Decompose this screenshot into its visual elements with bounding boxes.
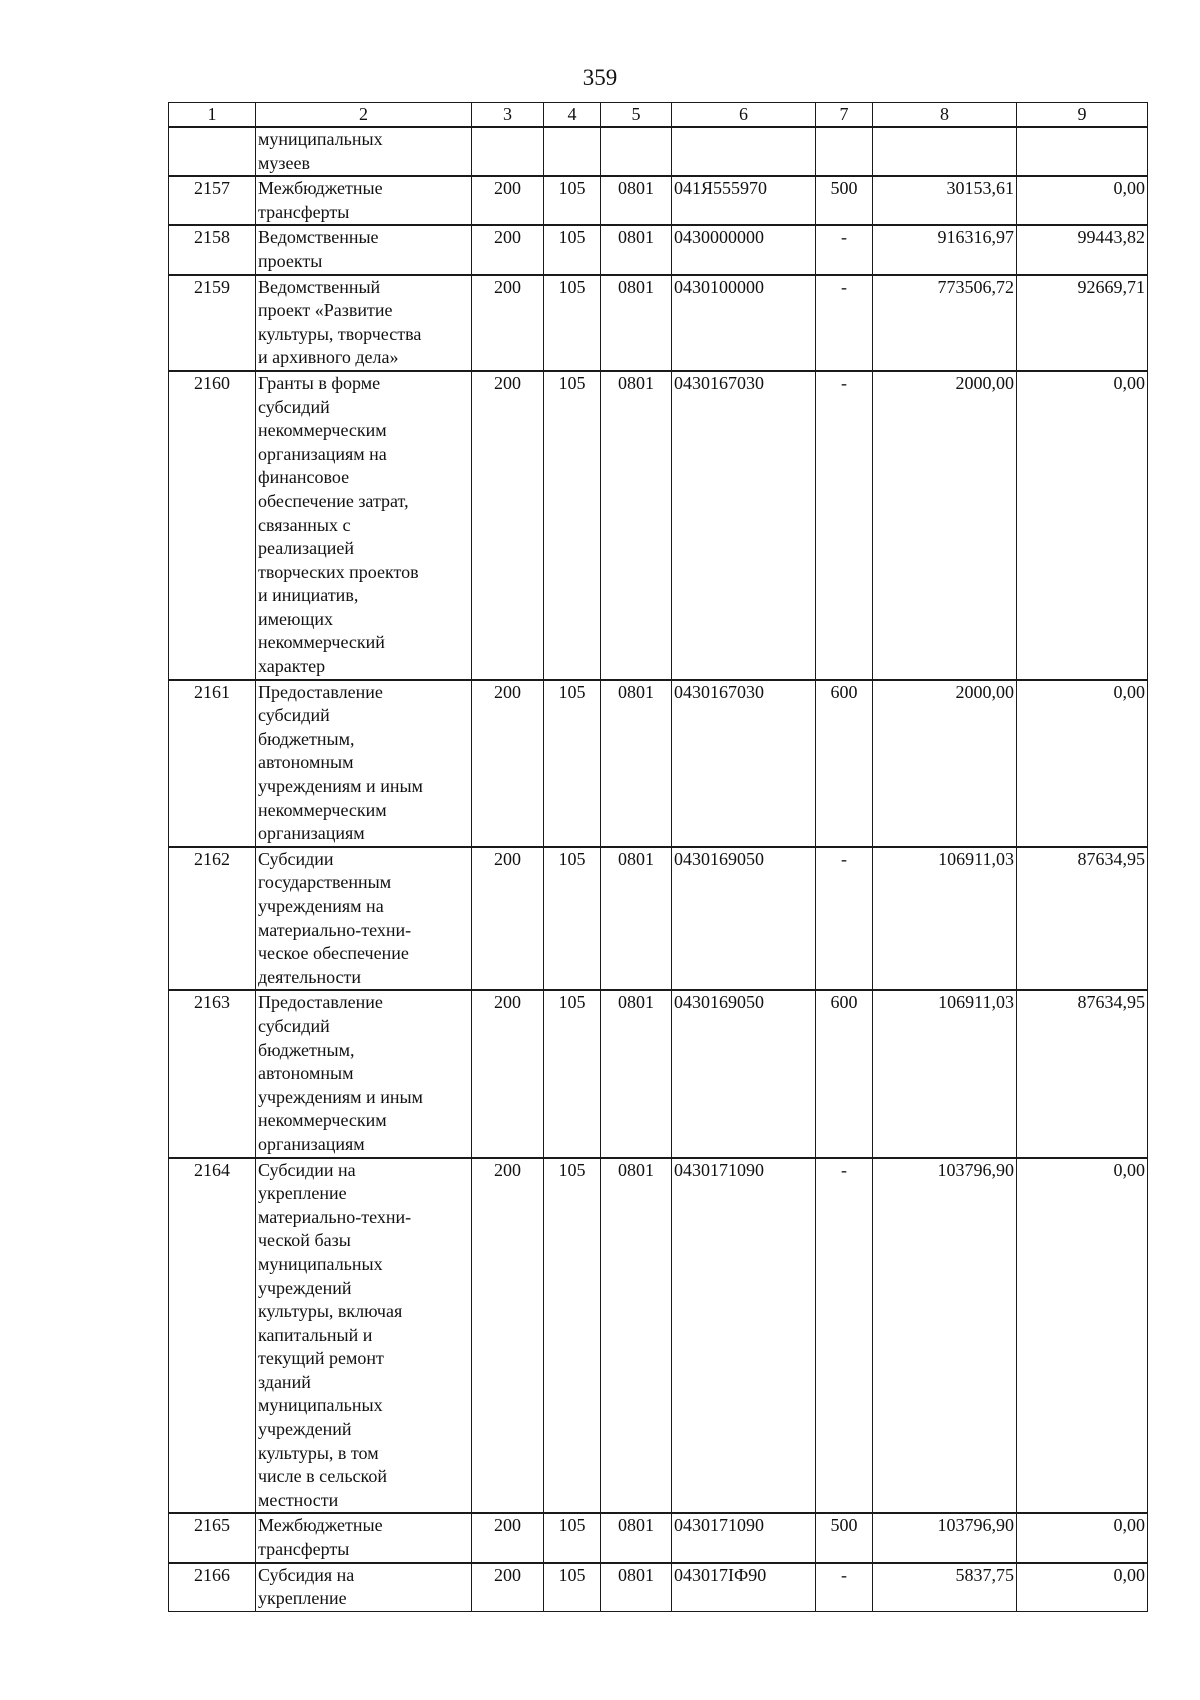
cell-col-5: 0801 (601, 847, 672, 991)
cell-col-9: 87634,95 (1017, 847, 1148, 991)
header-col-9: 9 (1017, 103, 1148, 128)
cell-col-8: 5837,75 (873, 1563, 1017, 1612)
cell-col-9: 87634,95 (1017, 990, 1148, 1157)
cell-col-4: 105 (544, 680, 601, 847)
cell-col-5: 0801 (601, 176, 672, 225)
cell-col-8: 773506,72 (873, 275, 1017, 371)
header-col-2: 2 (256, 103, 472, 128)
row-number-cell: 2159 (169, 275, 256, 371)
row-name-line: учреждениям на (258, 896, 384, 916)
row-number-cell: 2162 (169, 847, 256, 991)
table-row (169, 176, 1148, 225)
cell-col-4: 105 (544, 371, 601, 680)
row-name-line: культуры, творчества (258, 323, 422, 344)
table-row (169, 371, 1148, 680)
cell-col-7: 600 (816, 680, 873, 847)
row-number-cell: 2160 (169, 371, 256, 680)
table-row (169, 1513, 1148, 1562)
row-name-line: связанных с (258, 514, 351, 535)
header-col-6: 6 (672, 103, 816, 128)
row-name-line: характер (258, 656, 326, 677)
table-row (169, 1158, 1148, 1514)
cell-col-4 (544, 127, 601, 176)
row-name-line: автономным (258, 1063, 354, 1084)
row-number-cell (169, 127, 256, 176)
cell-col-7: 500 (816, 176, 873, 225)
row-name-line: некоммерческим (258, 1110, 387, 1131)
cell-col-7: - (816, 225, 873, 274)
row-name-line: культуры, включая (258, 1301, 403, 1322)
row-name-line: учреждений (258, 1419, 352, 1440)
row-name-cell (256, 371, 472, 680)
row-name-line: проекты (258, 250, 323, 271)
row-name-line: укрепление (258, 1183, 347, 1204)
cell-col-7: - (816, 1563, 873, 1612)
row-name-line: зданий (258, 1371, 311, 1392)
row-name-line: текущий ремонт (258, 1348, 384, 1369)
row-name-line: бюджетным, (258, 1039, 355, 1060)
row-name-line: субсидий (258, 705, 330, 726)
cell-col-8: 2000,00 (873, 680, 1017, 847)
cell-col-8: 2000,00 (873, 371, 1017, 680)
row-name-line: субсидий (258, 396, 330, 417)
table-body (169, 127, 1148, 1611)
row-name-line: материально-техни- (258, 919, 412, 940)
page-number: 359 (582, 65, 618, 90)
cell-col-3: 200 (472, 225, 544, 274)
row-number-cell: 2158 (169, 225, 256, 274)
cell-col-4: 105 (544, 1513, 601, 1562)
cell-col-4: 105 (544, 225, 601, 274)
header-col-1: 1 (169, 103, 256, 128)
row-name-line: культуры, в том (258, 1442, 379, 1463)
cell-col-6: 0430167030 (672, 371, 816, 680)
cell-col-9 (1017, 127, 1148, 176)
cell-col-5: 0801 (601, 680, 672, 847)
row-name-line: Субсидии (258, 848, 334, 869)
table-row (169, 1563, 1148, 1612)
row-name-cell (256, 275, 472, 371)
cell-col-3: 200 (472, 990, 544, 1157)
cell-col-7: - (816, 1158, 873, 1514)
row-number-cell: 2166 (169, 1563, 256, 1612)
row-name-line: Ведомственные (258, 227, 379, 248)
row-name-line: ческое обеспечение (258, 943, 409, 964)
header-col-7: 7 (816, 103, 873, 128)
cell-col-9: 0,00 (1017, 176, 1148, 225)
cell-col-3 (472, 127, 544, 176)
row-name-line: Межбюджетные (258, 1515, 383, 1536)
header-col-3: 3 (472, 103, 544, 128)
cell-col-7: 600 (816, 990, 873, 1157)
row-name-line: обеспечение затрат, (258, 490, 409, 511)
row-number-cell: 2163 (169, 990, 256, 1157)
row-name-line: бюджетным, (258, 728, 355, 749)
cell-col-5: 0801 (601, 990, 672, 1157)
cell-col-5: 0801 (601, 275, 672, 371)
row-name-line: Субсидия на (258, 1564, 355, 1585)
row-name-line: государственным (258, 872, 392, 893)
cell-col-8: 103796,90 (873, 1513, 1017, 1562)
row-name-line: творческих проектов (258, 561, 419, 582)
cell-col-8 (873, 127, 1017, 176)
cell-col-5: 0801 (601, 1513, 672, 1562)
cell-col-9: 0,00 (1017, 371, 1148, 680)
row-name-line: трансферты (258, 1539, 350, 1560)
cell-col-6: 0430100000 (672, 275, 816, 371)
cell-col-7: - (816, 847, 873, 991)
row-name-cell (256, 1158, 472, 1514)
row-name-line: Межбюджетные (258, 178, 383, 199)
row-name-line: некоммерческим (258, 420, 387, 441)
cell-col-6: 043017IФ90 (672, 1563, 816, 1612)
row-number-cell: 2157 (169, 176, 256, 225)
cell-col-3: 200 (472, 1158, 544, 1514)
cell-col-8: 916316,97 (873, 225, 1017, 274)
row-name-line: учреждений (258, 1277, 352, 1298)
cell-col-4: 105 (544, 275, 601, 371)
row-name-line: организациям на (258, 443, 387, 464)
cell-col-9: 0,00 (1017, 1513, 1148, 1562)
row-name-line: учреждениям и иным (258, 1086, 423, 1107)
header-col-4: 4 (544, 103, 601, 128)
cell-col-8: 106911,03 (873, 847, 1017, 991)
row-name-line: материально-техни- (258, 1206, 412, 1227)
cell-col-5: 0801 (601, 225, 672, 274)
row-name-line: муниципальных (258, 1253, 383, 1274)
cell-col-7: - (816, 275, 873, 371)
row-name-cell (256, 1563, 472, 1612)
cell-col-6: 0430171090 (672, 1513, 816, 1562)
row-name-line: числе в сельской (258, 1466, 387, 1487)
row-name-line: субсидий (258, 1015, 330, 1036)
header-row (169, 103, 1148, 128)
cell-col-4: 105 (544, 176, 601, 225)
cell-col-4: 105 (544, 1158, 601, 1514)
row-name-line: Гранты в форме (258, 372, 381, 393)
row-name-line: муниципальных (258, 1395, 383, 1416)
row-number-cell: 2165 (169, 1513, 256, 1562)
row-name-line: автономным (258, 752, 354, 773)
row-name-line: и архивного дела» (258, 347, 399, 368)
cell-col-3: 200 (472, 1563, 544, 1612)
row-name-line: учреждениям и иным (258, 776, 423, 797)
row-name-line: Субсидии на (258, 1159, 356, 1180)
row-name-line: и инициатив, (258, 585, 359, 606)
row-name-line: Ведомственный (258, 276, 381, 297)
cell-col-3: 200 (472, 371, 544, 680)
row-name-line: проект «Развитие (258, 300, 393, 321)
row-name-cell (256, 990, 472, 1157)
row-name-line: некоммерческий (258, 632, 385, 653)
cell-col-6: 0430167030 (672, 680, 816, 847)
table-row (169, 127, 1148, 176)
cell-col-3: 200 (472, 176, 544, 225)
cell-col-3: 200 (472, 680, 544, 847)
row-name-line: укрепление (258, 1588, 347, 1609)
cell-col-9: 0,00 (1017, 680, 1148, 847)
header-col-5: 5 (601, 103, 672, 128)
cell-col-9: 99443,82 (1017, 225, 1148, 274)
row-name-cell (256, 176, 472, 225)
cell-col-4: 105 (544, 990, 601, 1157)
row-name-line: Предоставление (258, 992, 383, 1013)
header-col-8: 8 (873, 103, 1017, 128)
row-name-line: организациям (258, 1133, 365, 1154)
cell-col-6: 0430171090 (672, 1158, 816, 1514)
budget-table (168, 102, 1148, 1612)
cell-col-7: 500 (816, 1513, 873, 1562)
row-name-line: некоммерческим (258, 799, 387, 820)
cell-col-9: 0,00 (1017, 1158, 1148, 1514)
row-number-cell: 2161 (169, 680, 256, 847)
row-name-line: местности (258, 1489, 339, 1510)
cell-col-8: 106911,03 (873, 990, 1017, 1157)
table-row (169, 225, 1148, 274)
cell-col-6: 0430000000 (672, 225, 816, 274)
cell-col-4: 105 (544, 847, 601, 991)
cell-col-9: 92669,71 (1017, 275, 1148, 371)
cell-col-5: 0801 (601, 1563, 672, 1612)
row-name-cell (256, 1513, 472, 1562)
row-name-line: муниципальных (258, 129, 383, 149)
cell-col-8: 30153,61 (873, 176, 1017, 225)
row-name-line: имеющих (258, 608, 333, 629)
row-name-line: Предоставление (258, 681, 383, 702)
row-name-cell (256, 847, 472, 991)
cell-col-6: 041Я555970 (672, 176, 816, 225)
row-name-line: ческой базы (258, 1230, 351, 1251)
row-name-line: капитальный и (258, 1324, 373, 1345)
table-row (169, 275, 1148, 371)
cell-col-3: 200 (472, 847, 544, 991)
row-name-cell (256, 225, 472, 274)
cell-col-7: - (816, 371, 873, 680)
table-header (169, 103, 1148, 128)
row-name-cell (256, 127, 472, 176)
table-row (169, 990, 1148, 1157)
cell-col-3: 200 (472, 1513, 544, 1562)
row-name-line: музеев (258, 152, 310, 173)
row-name-line: финансовое (258, 467, 350, 488)
table-row (169, 680, 1148, 847)
cell-col-6: 0430169050 (672, 847, 816, 991)
cell-col-4: 105 (544, 1563, 601, 1612)
row-name-line: организациям (258, 823, 365, 844)
row-number-cell: 2164 (169, 1158, 256, 1514)
table-row (169, 847, 1148, 991)
cell-col-6: 0430169050 (672, 990, 816, 1157)
cell-col-5: 0801 (601, 1158, 672, 1514)
cell-col-6 (672, 127, 816, 176)
cell-col-3: 200 (472, 275, 544, 371)
cell-col-5 (601, 127, 672, 176)
row-name-line: реализацией (258, 538, 354, 559)
row-name-cell (256, 680, 472, 847)
cell-col-9: 0,00 (1017, 1563, 1148, 1612)
cell-col-8: 103796,90 (873, 1158, 1017, 1514)
cell-col-7 (816, 127, 873, 176)
row-name-line: деятельности (258, 966, 362, 987)
row-name-line: трансферты (258, 201, 350, 222)
cell-col-5: 0801 (601, 371, 672, 680)
